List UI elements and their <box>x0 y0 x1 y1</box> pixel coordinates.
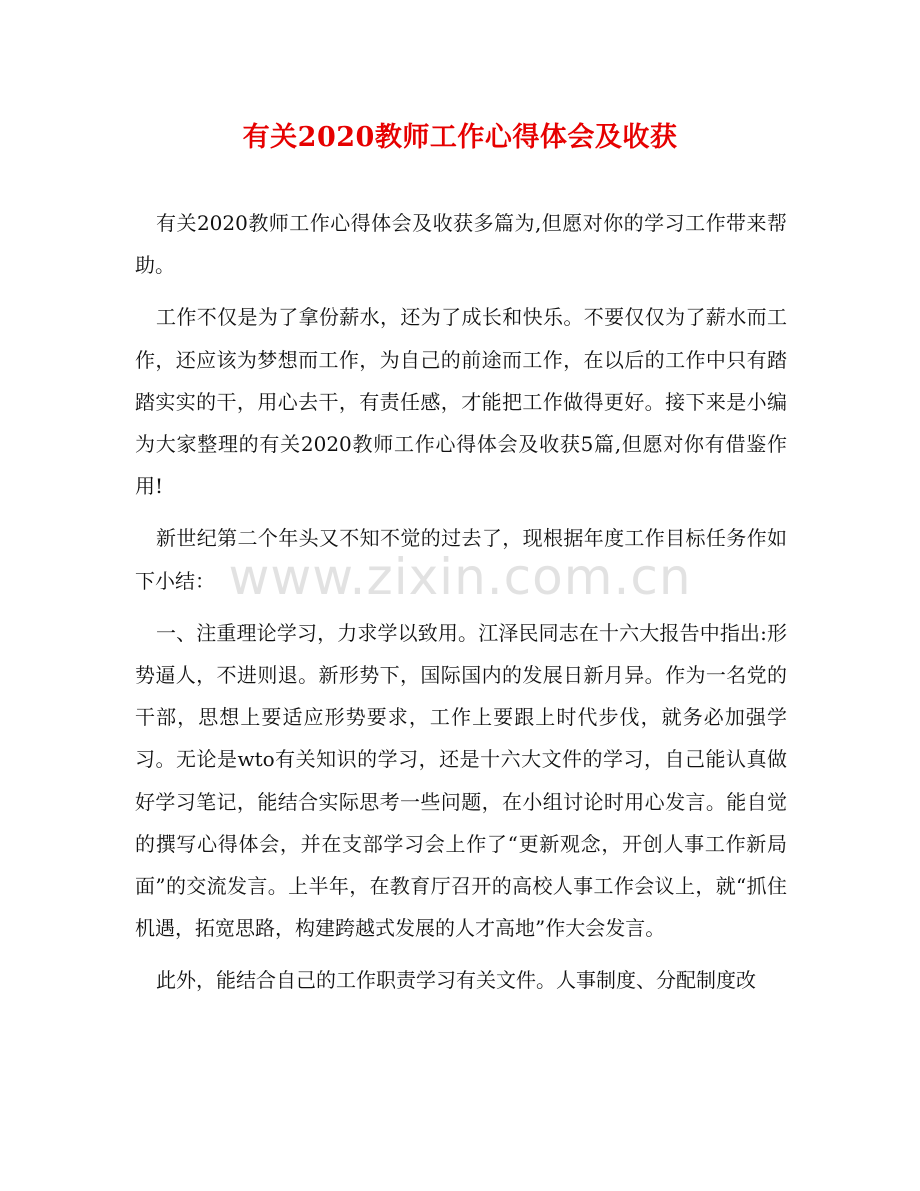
paragraph-work-purpose: 工作不仅是为了拿份薪水，还为了成长和快乐。不要仅仅为了薪水而工作，还应该为梦想而工作，为自己的前途而工作，在以后的工作中只有踏踏实实的干，用心去干，有责任感，才能把工作做得更好。接下来是小编为大家整理的有关2020教师工作心得体会及收获5篇,但愿对你有借鉴作用! <box>135 305 787 499</box>
document-title: 有关2020教师工作心得体会及收获 <box>242 122 678 153</box>
paragraph-theory-study: 一、注重理论学习，力求学以致用。江泽民同志在十六大报告中指出:形势逼人，不进则退。新形势下，国际国内的发展日新月异。作为一名党的干部，思想上要适应形势要求，工作上要跟上时代步伐，就务必加强学习。无论是wto有关知识的学习，还是十六大文件的学习，自己能认真做好学习笔记，能结合实际思考一些问题，在小组讨论时用心发言。能自觉的撰写心得体会，并在支部学习会上作了“更新观念，开创人事工作新局面”的交流发言。上半年，在教育厅召开的高校人事工作会议上，就“抓住机遇，拓宽思路，构建跨越式发展的人才高地”作大会发言。 <box>135 620 787 941</box>
watermark-text: www.zixin.com.cn <box>228 548 692 606</box>
paragraph-additional: 此外，能结合自己的工作职责学习有关文件。人事制度、分配制度改 <box>156 968 756 993</box>
paragraph-intro: 有关2020教师工作心得体会及收获多篇为,但愿对你的学习工作带来帮助。 <box>135 211 787 278</box>
document-body <box>135 202 787 1012</box>
paragraph-summary-intro: 新世纪第二个年头又不知不觉的过去了，现根据年度工作目标任务作如下小结： <box>135 526 787 593</box>
